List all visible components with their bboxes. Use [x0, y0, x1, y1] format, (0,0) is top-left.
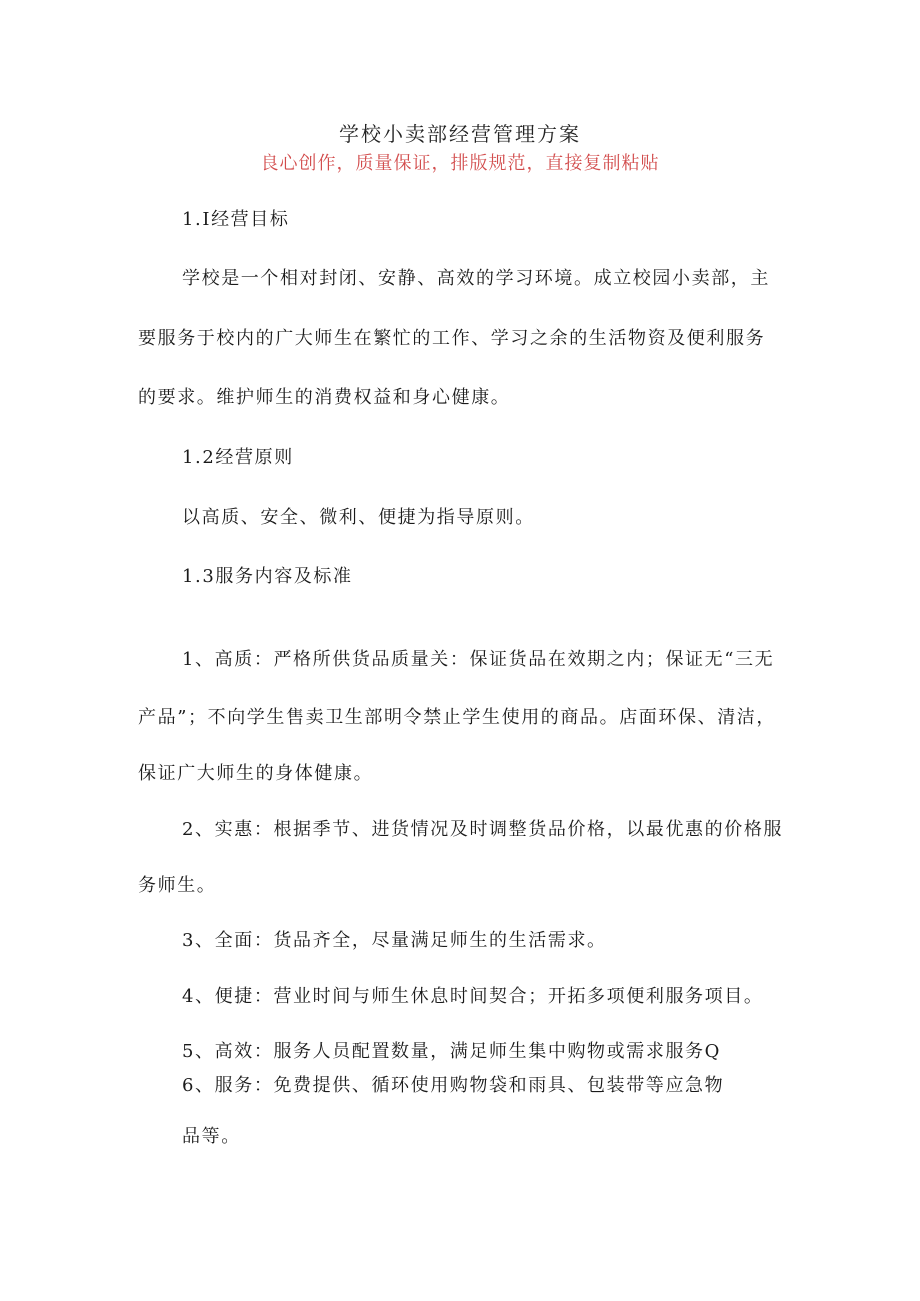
list-item-continuation: 保证广大师生的身体健康。 — [138, 763, 374, 784]
list-item: 5、高效：服务人员配置数量，满足师生集中购物或需求服务Q — [182, 1041, 722, 1062]
paragraph-line: 学校是一个相对封闭、安静、高效的学习环境。成立校园小卖部，主 — [182, 268, 770, 289]
list-item: 1、高质：严格所供货品质量关：保证货品在效期之内；保证无“三无 — [182, 649, 775, 670]
section-heading-services: 1.3服务内容及标准 — [182, 566, 353, 587]
list-item: 2、实惠：根据季节、进货情况及时调整货品价格，以最优惠的价格服 — [182, 819, 784, 840]
list-item: 6、服务：免费提供、循环使用购物袋和雨具、包装带等应急物 — [182, 1075, 725, 1096]
document-title: 学校小卖部经营管理方案 — [339, 122, 581, 146]
list-item-continuation: 产品”；不向学生售卖卫生部明令禁止学生使用的商品。店面环保、清洁， — [138, 707, 776, 728]
list-item-continuation: 务师生。 — [138, 875, 217, 896]
paragraph-line: 的要求。维护师生的消费权益和身心健康。 — [138, 387, 511, 408]
list-item-continuation: 品等。 — [182, 1126, 241, 1147]
list-item: 3、全面：货品齐全，尽量满足师生的生活需求。 — [182, 930, 607, 951]
section-heading-principles: 1.2经营原则 — [182, 447, 294, 468]
paragraph-line: 要服务于校内的广大师生在繁忙的工作、学习之余的生活物资及便利服务 — [138, 328, 766, 349]
paragraph-line: 以高质、安全、微利、便捷为指导原则。 — [182, 507, 535, 528]
section-heading-goals: 1.I经营目标 — [182, 209, 290, 230]
document-subtitle: 良心创作，质量保证，排版规范，直接复制粘贴 — [260, 153, 660, 174]
list-item: 4、便捷：营业时间与师生休息时间契合；开拓多项便利服务项目。 — [182, 986, 764, 1007]
